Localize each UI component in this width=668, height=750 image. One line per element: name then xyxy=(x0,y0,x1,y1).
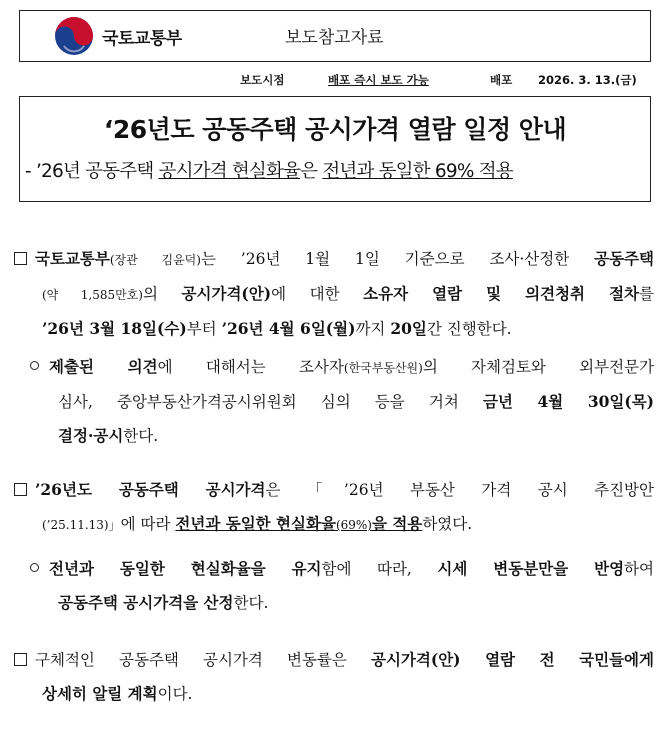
text-bold: 시세 변동분만을 반영 xyxy=(437,559,625,578)
paragraph-line xyxy=(14,507,654,542)
text: 하여 xyxy=(624,560,654,578)
paragraph-line xyxy=(14,643,654,677)
text-bold: 공동주택 공시가격을 산정 xyxy=(58,593,234,612)
title-box xyxy=(19,96,651,202)
text-underlined: (69%) xyxy=(335,518,372,532)
text-bold: 전년과 동일한 현실화율을 유지 xyxy=(49,559,322,578)
text-small: (약 1,585만호) xyxy=(42,288,143,302)
square-bullet-icon xyxy=(14,653,27,666)
text: 구체적인 공동주택 공시가격 변동률은 xyxy=(35,651,371,669)
text: 간 진행한다. xyxy=(426,320,512,338)
text: 를 xyxy=(639,285,655,303)
paragraph-line xyxy=(14,277,654,312)
text: 한다. xyxy=(233,594,269,612)
subtitle-underlined: 전년과 동일한 69% 적용 xyxy=(322,161,513,182)
square-bullet-icon xyxy=(14,483,27,496)
text: 까지 xyxy=(355,320,391,338)
circle-bullet-icon xyxy=(30,563,39,572)
text: 는 ’26년 1월 1일 기준으로 조사·산정한 xyxy=(200,250,595,268)
paragraph-line xyxy=(30,385,654,419)
text: 하였다. xyxy=(422,515,473,533)
text: 심사, 중앙부동산가격공시위원회 심의 등을 거쳐 xyxy=(58,393,483,411)
paragraph-line xyxy=(30,419,654,453)
text: 이다. xyxy=(157,685,193,703)
document-subtitle xyxy=(25,157,513,183)
text-bold: 공동주택 xyxy=(594,249,654,268)
subpoint-2 xyxy=(30,552,654,620)
text: 의 xyxy=(142,285,182,303)
paragraph-line xyxy=(14,242,654,277)
text: 은 「’26년 부동산 가격 공시 추진방안 xyxy=(265,481,654,499)
text-bold: 20일 xyxy=(390,319,427,338)
text-small: (한국부동산원) xyxy=(343,361,423,375)
circle-bullet-icon xyxy=(30,361,39,370)
text-bold: ’26년 3월 18일(수) xyxy=(42,319,187,338)
paragraph-3 xyxy=(14,643,654,711)
paragraph-line xyxy=(30,586,654,620)
text-bold: 금년 4월 30일(목) xyxy=(482,392,654,411)
text: 한다. xyxy=(123,427,159,445)
text-bold: ’26년도 공동주택 공시가격 xyxy=(35,480,266,499)
square-bullet-icon xyxy=(14,252,27,265)
text: 에 대해서는 조사자 xyxy=(157,358,344,376)
ministry-name: 국토교통부 xyxy=(102,29,182,49)
text-bold: 공시가격(안) xyxy=(181,284,272,303)
text: 함에 따라, xyxy=(321,560,438,578)
text: 부터 xyxy=(186,320,222,338)
release-date: 2026. 3. 13.(금) xyxy=(538,73,637,87)
text-bold: 상세히 알릴 계획 xyxy=(42,684,158,703)
text-bold: 국토교통부 xyxy=(35,249,110,268)
subtitle-part: - ’26년 공동주택 xyxy=(25,161,159,182)
text: 에 대한 xyxy=(271,285,364,303)
paragraph-line xyxy=(30,552,654,586)
subtitle-underlined: 공시가격 현실화율 xyxy=(158,161,301,182)
release-value: 배포 즉시 보도 가능 xyxy=(328,73,429,87)
release-date-label: 배포 xyxy=(490,73,513,87)
text-bold-underlined: 전년과 동일한 현실화율 xyxy=(175,514,336,533)
text: 의 자체검토와 외부전문가 xyxy=(422,358,655,376)
subtitle-part: 은 xyxy=(300,161,323,182)
text-bold: ’26년 4월 6일(월) xyxy=(221,319,356,338)
header-box xyxy=(19,10,651,62)
document-type: 보도참고자료 xyxy=(285,28,384,48)
paragraph-line xyxy=(14,677,654,711)
text-bold-underlined: 을 적용 xyxy=(371,514,423,533)
text-small: (’25.11.13)」 xyxy=(42,518,121,532)
paragraph-2 xyxy=(14,473,654,542)
text: 에 따라 xyxy=(120,515,176,533)
korea-taegeuk-logo-icon xyxy=(54,16,94,56)
release-info xyxy=(0,72,668,92)
text-bold: 공시가격(안) 열람 전 국민들에게 xyxy=(370,650,654,669)
subpoint-1 xyxy=(30,350,654,453)
paragraph-1 xyxy=(14,242,654,346)
text-bold: 제출된 의견 xyxy=(49,357,158,376)
text-bold: 소유자 열람 및 의견청취 절차 xyxy=(363,284,640,303)
paragraph-line xyxy=(14,312,654,346)
paragraph-line xyxy=(30,350,654,385)
release-label: 보도시점 xyxy=(240,73,285,87)
text-bold: 결정·공시 xyxy=(58,426,124,445)
text-small: (장관 김윤덕) xyxy=(109,253,201,267)
paragraph-line xyxy=(14,473,654,507)
document-title: ‘26년도 공동주택 공시가격 열람 일정 안내 xyxy=(103,115,567,144)
